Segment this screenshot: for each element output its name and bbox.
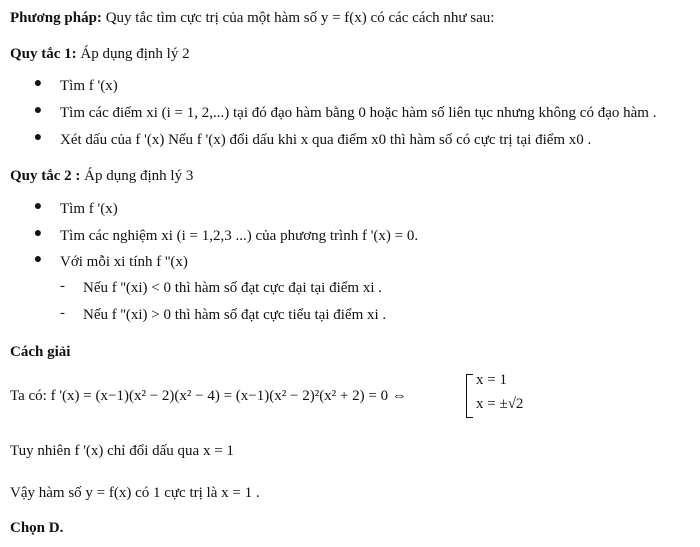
method-line	[10, 8, 494, 28]
bullet-icon: ●	[33, 252, 43, 267]
bullet-icon: ●	[33, 76, 43, 91]
rule2-item-2: Tìm các nghiệm xi (i = 1,2,3 ...) của phương trình f '(x) = 0.	[60, 228, 419, 244]
rule2-subitem-1: Nếu f ''(xi) < 0 thì hàm số đạt cực đại tại điểm xi .	[83, 280, 383, 296]
rule1-title: Quy tắc 1:	[10, 46, 77, 62]
solution-title	[10, 342, 70, 362]
rule1-heading	[10, 44, 190, 64]
answer-text: Chọn D.	[10, 520, 64, 536]
bullet-icon: ●	[33, 130, 43, 145]
bullet-icon: ●	[33, 199, 43, 214]
case-bracket	[466, 374, 473, 418]
rule2-subitem-2: Nếu f ''(xi) > 0 thì hàm số đạt cực tiểu tại điểm xi .	[83, 307, 387, 323]
solution-title-text: Cách giải	[10, 344, 71, 360]
solution-cases	[466, 372, 556, 418]
rule1-item-2: Tìm các điểm xi (i = 1, 2,...) tại đó đạo hàm bằng 0 hoặc hàm số liên tục nhưng không có đạo hàm .	[60, 105, 657, 121]
solution-conclusion: Vậy hàm số y = f(x) có 1 cực trị là x = 1 .	[10, 485, 260, 501]
rule1-item-3: Xét dấu của f '(x) Nếu f '(x) đổi dấu khi x qua điểm x0 thì hàm số có cực trị tại điểm x0 .	[60, 132, 592, 148]
case-2: x = ±√2	[476, 396, 524, 412]
rule2-title-rest: Áp dụng định lý 3	[84, 168, 194, 184]
rule2-item-1: Tìm f '(x)	[60, 201, 118, 217]
bullet-icon: ●	[33, 103, 43, 118]
rule2-heading	[10, 166, 193, 186]
method-label: Phương pháp:	[10, 10, 102, 26]
rule2-item-3: Với mỗi xi tính f ''(x)	[60, 254, 188, 270]
solution-equation: Ta có: f '(x) = (x−1)(x² − 2)(x² − 4) = (x−1)(x² − 2)²(x² + 2) = 0 ⇔	[10, 388, 407, 404]
rule1-item-1: Tìm f '(x)	[60, 78, 118, 94]
bullet-icon: ●	[33, 226, 43, 241]
rule1-title-rest: Áp dụng định lý 2	[80, 46, 190, 62]
rule2-title: Quy tắc 2 :	[10, 168, 81, 184]
case-1: x = 1	[476, 372, 507, 388]
solution-note: Tuy nhiên f '(x) chỉ đổi dấu qua x = 1	[10, 443, 234, 459]
dash-icon: -	[60, 278, 65, 294]
method-text: Quy tắc tìm cực trị của một hàm số y = f(x) có các cách như sau:	[105, 10, 495, 26]
answer	[10, 518, 63, 538]
dash-icon: -	[60, 305, 65, 321]
